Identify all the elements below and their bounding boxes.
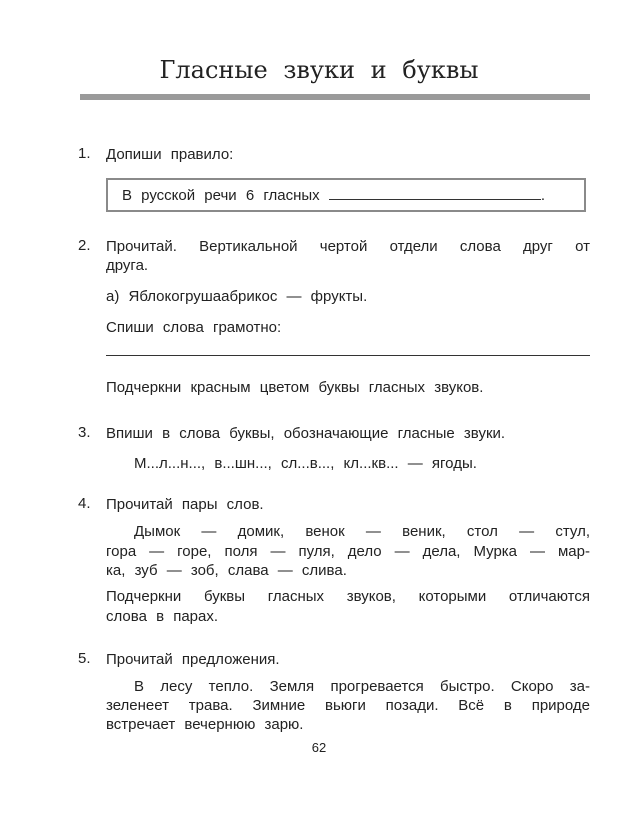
task-5-text-line-1: В лесу тепло. Земля прогревается быстро. Скоро за- (134, 678, 590, 695)
task-5-text-line-2: зеленеет трава. Зимние вьюги позади. Всё в природе (106, 697, 590, 714)
task-5-text-line-3: встречает вечернюю зарю. (106, 716, 304, 733)
page-number: 62 (311, 740, 327, 755)
task-4-pairs-line-2: гора — горе, поля — пуля, дело — дела, Мурка — мар- (106, 543, 590, 560)
task-2-line-2: друга. (106, 257, 149, 274)
task-4-number: 4. (78, 495, 91, 512)
rule-box (106, 178, 586, 212)
rule-text: В русской речи 6 гласных (122, 187, 320, 204)
task-4-underline-line-1: Подчеркни буквы гласных звуков, которыми отличаются (106, 588, 590, 605)
task-5-number: 5. (78, 650, 91, 667)
task-5-instruction: Прочитай предложения. (106, 651, 280, 668)
task-2-number: 2. (78, 237, 91, 254)
task-4-pairs-line-1: Дымок — домик, венок — веник, стол — стул, (134, 523, 590, 540)
rule-sentence (122, 187, 545, 204)
title-underline (80, 94, 590, 100)
task-2-underline-instruction: Подчеркни красным цветом буквы гласных звуков. (106, 379, 484, 396)
task-3-instruction: Впиши в слова буквы, обозначающие гласные звуки. (106, 425, 506, 442)
rule-end: . (540, 187, 545, 204)
rule-blank[interactable] (329, 187, 541, 200)
task-2-copy-instruction: Спиши слова грамотно: (106, 319, 282, 336)
task-1-instruction: Допиши правило: (106, 146, 234, 163)
answer-line[interactable] (106, 355, 590, 356)
task-3-words: М...л...н..., в...шн..., сл...в..., кл...кв... — ягоды. (134, 455, 477, 472)
task-2-line-1: Прочитай. Вертикальной чертой отдели слова друг от (106, 238, 590, 255)
task-4-instruction: Прочитай пары слов. (106, 496, 264, 513)
task-3-number: 3. (78, 424, 91, 441)
task-4-pairs-line-3: ка, зуб — зоб, слава — слива. (106, 562, 347, 579)
task-1-number: 1. (78, 145, 91, 162)
page-title: Гласные звуки и буквы (159, 56, 479, 84)
task-2-item-a: а) Яблокогрушаабрикос — фрукты. (106, 288, 368, 305)
task-4-underline-line-2: слова в парах. (106, 608, 219, 625)
